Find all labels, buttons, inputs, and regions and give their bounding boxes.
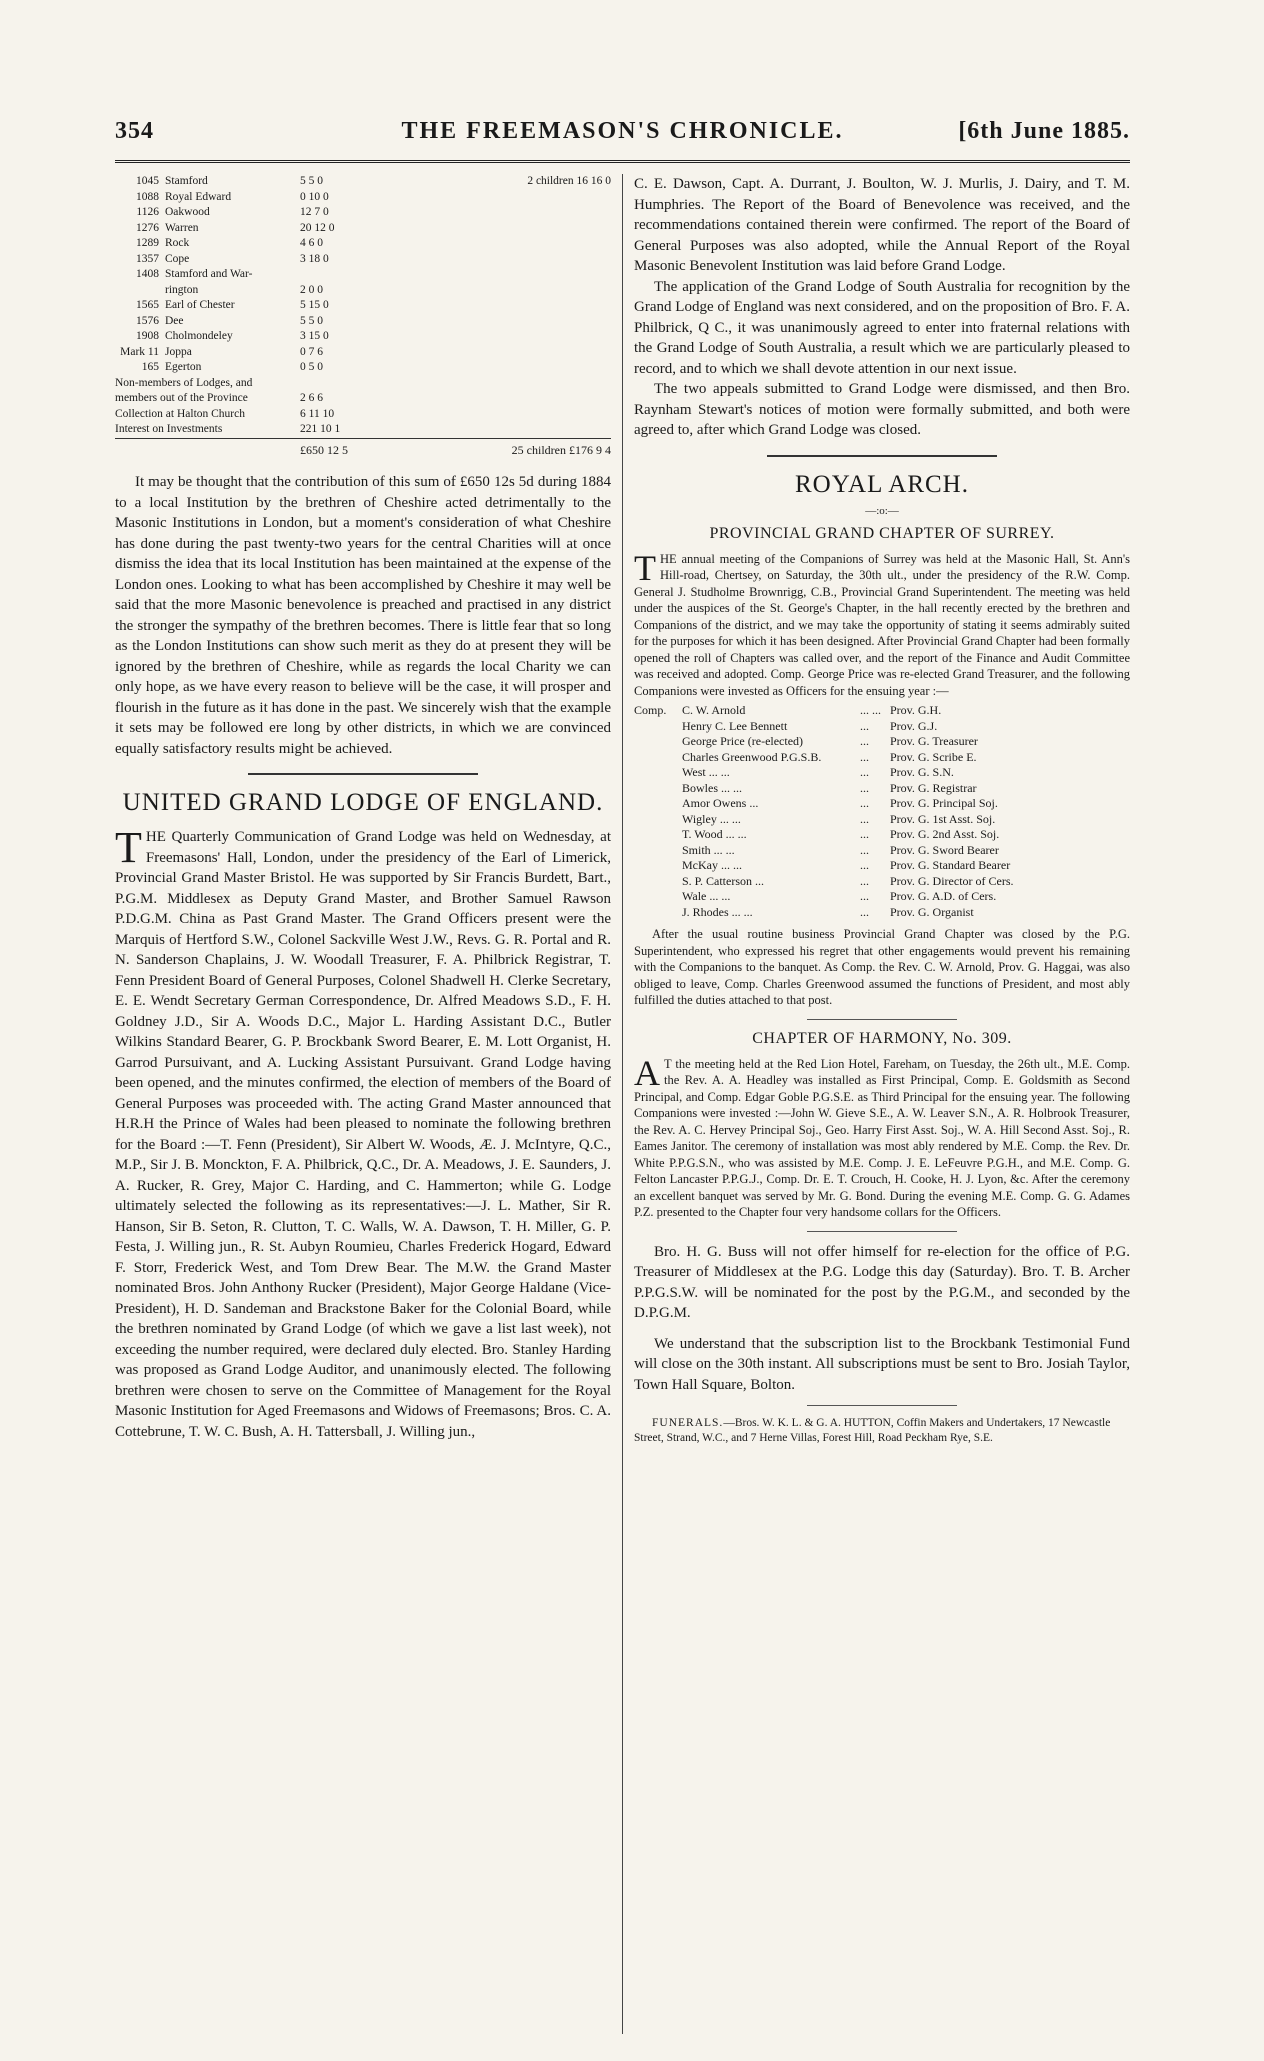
subscription-extra-row — [115, 376, 611, 392]
lodge-name: Rock — [165, 237, 190, 249]
officer-prefix — [634, 734, 682, 750]
extra-label: Interest on Investments — [115, 423, 223, 435]
subscription-row — [115, 174, 611, 190]
officer-row — [634, 719, 1014, 735]
newspaper-page — [115, 118, 1130, 2038]
surrey-heading: PROVINCIAL GRAND CHAPTER OF SURREY. — [709, 524, 1055, 542]
subscription-row — [115, 236, 611, 252]
officer-row — [634, 843, 1014, 859]
officer-row — [634, 812, 1014, 828]
subscription-extra-row — [115, 407, 611, 423]
subscriptions-table — [115, 174, 611, 458]
brockbank-note: We understand that the subscription list to the Brockbank Testimonial Fund will close on the 30th instant. All subscriptions must be sent to Bro. Josiah Taylor, Town Hall Square, Bolton. — [634, 1335, 1130, 1393]
issue-date: [6th June 1885. — [958, 118, 1130, 144]
lodge-amount: 20 12 0 — [300, 221, 335, 234]
officer-office: Prov. G. S.N. — [890, 765, 954, 779]
ugle-continued: C. E. Dawson, Capt. A. Durrant, J. Boulton, W. J. Murlis, J. Dairy, and T. M. Humphries. The Report of the Board of Benevolence was received, and the recommendations contained therein were confirmed. The report of the Board of General Purposes was also adopted, while the Annual Report of the Royal Masonic Benevolent Institution was laid before Grand Lodge. — [634, 176, 1130, 274]
extra-label: Collection at Halton Church — [115, 407, 245, 420]
officer-row — [634, 781, 1014, 797]
subscription-row — [115, 329, 611, 345]
lodge-name: Cope — [165, 252, 190, 265]
funerals-label: FUNERALS. — [652, 1417, 724, 1429]
officer-name: T. Wood ... ... — [682, 827, 747, 841]
subscription-extra-row — [115, 422, 611, 438]
officer-dots: ... — [860, 749, 869, 764]
lodge-note — [382, 360, 611, 376]
harmony-heading: CHAPTER OF HARMONY, No. 309. — [752, 1029, 1012, 1047]
lodge-number — [115, 283, 165, 299]
officer-row — [634, 858, 1014, 874]
south-australia-paragraph: The application of the Grand Lodge of South Australia for recognition by the Grand Lodge of England was next considered, and on the proposition of Bro. F. A. Philbrick, Q C., it was unanimously agreed to enter into fraternal relations with the Grand Lodge of South Australia, a result which we are particularly pleased to record, and to which we shall devote attention in our next issue. — [634, 278, 1130, 377]
ugle-dropcap: T — [115, 823, 142, 872]
officer-name: Charles Greenwood P.G.S.B. — [682, 749, 822, 764]
officer-row — [634, 734, 1014, 750]
extra-amount — [300, 376, 382, 392]
lodge-amount — [300, 267, 382, 283]
subscription-row — [115, 360, 611, 376]
lodge-amount: 0 5 0 — [300, 361, 323, 373]
cheshire-paragraph: It may be thought that the contribution of this sum of £650 12s 5d during 1884 to a local Institution by the brethren of Cheshire acted detrimentally to the Masonic Institutions in London, but a moment's consideration of what Cheshire has done during the past twenty-two years for the central Charities will at once dismiss the idea that its local Institution has been maintained at the expense of the London ones. Looking to what has been accomplished by Cheshire it may well be said that the more Masonic benevolence is preached and practised in any district the stronger the sympathy of the brethren becomes. There is little fear that so long as the London Institutions can show such merit as they do at present they will be ignored by the brethren of Cheshire, while as regards the local Charity we can only hope, as we have every reason to believe will be the case, it will prosper and flourish in the future as it has done in the past. We sincerely wish that the example it sets may be followed ere long by other districts, in which we are convinced equally satisfactory results might be achieved. — [115, 474, 611, 757]
officer-prefix — [634, 827, 682, 843]
lodge-note — [382, 236, 611, 252]
officer-name: Smith ... ... — [682, 842, 735, 857]
surrey-after-paragraph: After the usual routine business Provincial Grand Chapter was closed by the P.G. Superintendent, who expressed his regret that other engagements would prevent his remaining with the Companions to the banquet. As Comp. the Rev. C. W. Arnold, Prov. G. Haggai, was also obliged to leave, Comp. Charles Greenwood assumed the functions of President, and most ably fulfilled the duties attached to that post. — [634, 927, 1130, 1007]
officer-row — [634, 874, 1014, 890]
subscription-row — [115, 267, 611, 283]
surrey-paragraph — [634, 547, 1130, 700]
lodge-name: Stamford and War- — [165, 268, 253, 280]
lodge-amount: 12 7 0 — [300, 206, 329, 218]
subscription-row — [115, 345, 611, 361]
lodge-note — [382, 283, 611, 299]
lodge-amount: 0 10 0 — [300, 190, 329, 203]
officer-prefix — [634, 858, 682, 874]
officer-name: Bowles ... ... — [682, 780, 742, 795]
masthead-title: THE FREEMASON'S CHRONICLE. — [401, 118, 844, 144]
officer-dots: ... — [860, 718, 869, 733]
lodge-name: Stamford — [165, 175, 208, 187]
lodge-amount: 4 6 0 — [300, 237, 323, 249]
column-divider — [622, 174, 623, 2034]
lodge-note — [382, 221, 611, 237]
subscription-row — [115, 221, 611, 237]
officer-office: Prov. G.J. — [890, 718, 938, 733]
total-note: 25 children £176 9 4 — [511, 442, 611, 457]
officer-office: Prov. G. Treasurer — [890, 734, 978, 748]
section-divider — [807, 1231, 957, 1232]
section-divider — [807, 1405, 957, 1406]
officer-prefix — [634, 750, 682, 766]
lodge-note — [382, 252, 611, 268]
officers-table — [634, 703, 1014, 920]
officer-prefix — [634, 889, 682, 905]
officer-prefix — [634, 719, 682, 735]
officer-dots: ... — [860, 765, 869, 779]
officer-row — [634, 765, 1014, 781]
lodge-note: 2 children 16 16 0 — [527, 175, 611, 187]
officer-name: Amor Owens ... — [682, 796, 759, 810]
subscription-row — [115, 314, 611, 330]
subscription-extra-row — [115, 391, 611, 407]
extra-label: Non-members of Lodges, and — [115, 376, 253, 389]
harmony-dropcap: A — [634, 1052, 660, 1093]
harmony-text: T the meeting held at the Red Lion Hotel, Fareham, on Tuesday, the 26th ult., M.E. Comp. the Rev. A. A. Headley was installed as First Principal, Comp. E. Goldsmith as Second Principal, and Comp. Edgar Goble P.G.S.E. as Third Principal for the ensuing year. The following Companions were invested :—John W. Gieve S.E., A. W. Leaver S.N., A. R. Holbrook Treasurer, the Rev. A. C. Hervey Principal Soj., Geo. Harry First Asst. Soj., W. A. Hill Second Asst. Soj., R. Eames Janitor. The ceremony of installation was most ably rendered by M.E. Comp. the Rev. Dr. White P.P.G.S.N., who was assisted by M.E. Comp. J. E. LeFeuvre P.G.H., and M.E. Comp. G. Felton Lancaster P.P.G.J., Comp. Dr. E. T. Crouch, H. Cooke, H. J. Lyon, &c. After the ceremony an excellent banquet was served by Mr. G. Bond. During the evening M.E. Comp. G. G. Adames P.Z. presented to the Chapter four very handsome collars for the Officers. — [634, 1056, 1130, 1219]
lodge-number: 1126 — [136, 206, 159, 218]
lodge-note — [382, 267, 611, 283]
lodge-amount: 0 7 6 — [300, 345, 323, 358]
officer-office: Prov. G. 1st Asst. Soj. — [890, 811, 996, 826]
surrey-text: HE annual meeting of the Companions of Surrey was held at the Masonic Hall, St. Ann's Hill-road, Chertsey, on Saturday, the 30th ult., under the presidency of the R.W. Comp. General J. Studholme Brownrigg, C.B., Provincial Grand Superintendent. The meeting was held under the auspices of the St. George's Chapter, in the hall recently erected by the brethren and Companions of the district, and we may take the opportunity of stating it seems admirably suited for the purposes for which it has been designed. After Provincial Grand Chapter had been formally opened the roll of Chapters was called over, and the report of the Finance and Audit Committee was received and adopted. Comp. George Price was re-elected Grand Treasurer, and the following Companions were invested as Officers for the ensuing year :— — [634, 551, 1130, 698]
officer-row — [634, 796, 1014, 812]
officer-name: Henry C. Lee Bennett — [682, 718, 788, 733]
appeals-paragraph: The two appeals submitted to Grand Lodge were dismissed, and then Bro. Raynham Stewart's notices of motion were formally submitted, and both were agreed to, after which Grand Lodge was closed. — [634, 381, 1130, 438]
officer-office: Prov. G. Organist — [890, 904, 974, 919]
officer-name: J. Rhodes ... ... — [682, 904, 753, 919]
header-rule — [115, 160, 1130, 163]
officer-office: Prov. G. Principal Soj. — [890, 796, 998, 810]
subscription-row — [115, 252, 611, 268]
officer-prefix — [634, 905, 682, 921]
officer-dots: ... — [860, 873, 869, 888]
extra-label: members out of the Province — [115, 392, 248, 404]
ugle-heading: UNITED GRAND LODGE OF ENGLAND. — [122, 789, 604, 816]
ugle-paragraph — [115, 823, 611, 1442]
extra-amount: 2 6 6 — [300, 392, 323, 404]
lodge-number: 1045 — [136, 175, 159, 187]
officer-dots: ... — [860, 734, 869, 748]
lodge-note — [382, 190, 611, 206]
officer-dots: ... — [860, 780, 869, 795]
lodge-amount: 2 0 0 — [300, 283, 323, 296]
lodge-note — [382, 329, 611, 345]
officer-prefix — [634, 843, 682, 859]
officer-dots: ... — [860, 858, 869, 872]
lodge-amount: 3 18 0 — [300, 252, 329, 265]
lodge-note — [382, 314, 611, 330]
lodge-amount: 5 5 0 — [300, 175, 323, 187]
officer-prefix: Comp. — [634, 703, 667, 717]
lodge-name: Egerton — [165, 361, 202, 373]
officer-name: West ... ... — [682, 765, 730, 779]
buss-note: Bro. H. G. Buss will not offer himself for re-election for the office of P.G. Treasurer of Middlesex at the P.G. Lodge this day (Saturday). Bro. T. B. Archer P.P.G.S.W. will be nominated for the post by the P.G.M., and seconded by the D.P.G.M. — [634, 1243, 1130, 1321]
officer-prefix — [634, 812, 682, 828]
page-header — [115, 118, 1130, 154]
lodge-number: Mark 11 — [120, 345, 159, 358]
officer-office: Prov. G. Standard Bearer — [890, 858, 1011, 872]
lodge-amount: 5 5 0 — [300, 314, 323, 327]
extra-amount: 6 11 10 — [300, 407, 335, 420]
lodge-number: 1276 — [136, 221, 159, 234]
lodge-number: 1576 — [136, 314, 159, 327]
officer-row — [634, 905, 1014, 921]
section-divider — [767, 455, 997, 457]
right-column — [634, 174, 1130, 1446]
officer-office: Prov. G. A.D. of Cers. — [890, 889, 997, 903]
lodge-amount: 5 15 0 — [300, 299, 329, 311]
lodge-number: 1088 — [136, 190, 159, 203]
lodge-name: Royal Edward — [165, 190, 232, 203]
officer-office: Prov. G. Sword Bearer — [890, 842, 999, 857]
officer-dots: ... — [860, 889, 869, 903]
subscription-row — [115, 205, 611, 221]
officer-name: Wigley ... ... — [682, 811, 741, 826]
officer-prefix — [634, 781, 682, 797]
subscription-row — [115, 283, 611, 299]
surrey-dropcap: T — [634, 547, 656, 588]
harmony-paragraph — [634, 1052, 1130, 1221]
officer-office: Prov. G. Director of Cers. — [890, 873, 1014, 888]
officer-dots: ... — [860, 904, 869, 919]
lodge-number: 1357 — [136, 252, 159, 265]
section-divider — [248, 773, 478, 775]
lodge-name: Earl of Chester — [165, 299, 235, 311]
officer-dots: ... — [860, 842, 869, 857]
officer-prefix — [634, 765, 682, 781]
officer-name: McKay ... ... — [682, 858, 742, 872]
officer-prefix — [634, 874, 682, 890]
royal-arch-heading: ROYAL ARCH. — [795, 470, 969, 498]
officer-office: Prov. G.H. — [890, 703, 942, 717]
lodge-number: 1408 — [136, 268, 159, 280]
officer-row — [634, 750, 1014, 766]
officer-name: S. P. Catterson ... — [682, 873, 765, 888]
officer-dots: ... — [860, 827, 869, 841]
officer-office: Prov. G. Scribe E. — [890, 749, 977, 764]
subscription-row — [115, 298, 611, 314]
officer-row — [634, 889, 1014, 905]
funerals-advert — [634, 1416, 1130, 1446]
officer-office: Prov. G. 2nd Asst. Soj. — [890, 827, 1000, 841]
officer-dots: ... ... — [860, 703, 881, 717]
lodge-name: Joppa — [165, 345, 192, 358]
subscription-total-row — [115, 438, 611, 458]
officer-name: Wale ... ... — [682, 889, 731, 903]
lodge-amount: 3 15 0 — [300, 330, 329, 342]
extra-amount: 221 10 1 — [300, 423, 341, 435]
lodge-number: 1565 — [136, 299, 159, 311]
lodge-name: Oakwood — [165, 206, 210, 218]
royal-arch-ornament: —:o:— — [865, 504, 899, 517]
subscription-row — [115, 190, 611, 206]
lodge-note — [382, 205, 611, 221]
lodge-name: rington — [165, 283, 199, 296]
lodge-name: Cholmondeley — [165, 330, 233, 342]
lodge-note — [382, 298, 611, 314]
lodge-number: 165 — [141, 361, 159, 373]
officer-row — [634, 703, 1014, 719]
total-amount: £650 12 5 — [300, 442, 348, 457]
lodge-note — [382, 345, 611, 361]
officer-prefix — [634, 796, 682, 812]
officer-office: Prov. G. Registrar — [890, 780, 977, 795]
lodge-number: 1908 — [136, 330, 159, 342]
page-number: 354 — [115, 118, 154, 144]
left-column — [115, 174, 611, 1442]
lodge-number: 1289 — [136, 237, 159, 249]
officer-row — [634, 827, 1014, 843]
lodge-name: Warren — [165, 221, 199, 234]
ugle-text: HE Quarterly Communication of Grand Lodge was held on Wednesday, at Freemasons' Hall, London, under the presidency of the Earl of Limerick, Provincial Grand Master Bristol. He was supported by Sir Francis Burdett, Bart., P.G.M. Middlesex as Deputy Grand Master, and Brother Samuel Rawson P.D.G.M. China as Past Grand Master. The Grand Officers present were the Marquis of Hertford S.W., Colonel Sackville West J.W., Revs. G. R. Portal and R. N. Sanderson Chaplains, J. W. Woodall Treasurer, F. A. Philbrick Registrar, T. Fenn President Board of General Purposes, Colonel Shadwell H. Clerke Secretary, E. E. Wendt Secretary German Correspondence, Dr. Alfred Meadows S.D., F. H. Goldney J.D., Sir A. Woods D.C., Major L. Harding Assistant D.C., Butler Wilkins Standard Bearer, G. P. Brockbank Sword Bearer, E. M. Lott Organist, H. Garrod Pursuivant, and A. Lucking Assistant Pursuivant. Grand Lodge having been opened, and the minutes confirmed, the election of members of the Board of General Purposes was proceeded with. The acting Grand Master announced that H.R.H the Prince of Wales had been pleased to nominate the following brethren for the Board :—T. Fenn (President), Sir Albert W. Woods, Æ. J. McIntyre, Q.C., M.P., Sir J. B. Monckton, F. A. Philbrick, Q.C., Dr. A. Meadows, J. E. Saunders, J. A. Rucker, R. Grey, Major C. Harding, and C. Hammerton; while G. Lodge ultimately selected the following as its representatives:—J. L. Mather, Sir R. Hanson, Sir B. Seton, R. Clutton, T. C. Walls, W. A. Dawson, T. H. Miller, G. P. Festa, J. Willing jun., R. St. Aubyn Roumieu, Charles Frederick Hogard, Edward F. Storr, Frederick West, and Tom Drew Bear. The M.W. the Grand Master nominated Bros. John Anthony Rucker (President), Major George Haldane (Vice-President), H. D. Sandeman and Brackstone Baker for the Colonial Board, while the brethren nominated by Grand Lodge (of which we gave a list last week), not exceeding the number required, were declared duly elected. Bro. Stanley Harding was proposed as Grand Lodge Auditor, and unanimously elected. The following brethren were chosen to serve on the Committee of Management for the Royal Masonic Institution for Aged Freemasons and Widows of Freemasons; Bros. C. A. Cottebrune, T. W. C. Bush, A. H. Tattersball, J. Willing jun., — [115, 829, 611, 1440]
officer-dots: ... — [860, 811, 869, 826]
section-divider — [807, 1019, 957, 1020]
lodge-name: Dee — [165, 314, 184, 327]
officer-dots: ... — [860, 796, 869, 810]
funerals-text: —Bros. W. K. L. & G. A. HUTTON, Coffin Makers and Undertakers, 17 Newcastle Street, Strand, W.C., and 7 Herne Villas, Forest Hill, Road Peckham Rye, S.E. — [634, 1417, 1111, 1444]
officer-name: C. W. Arnold — [682, 703, 746, 717]
officer-name: George Price (re-elected) — [682, 734, 804, 748]
